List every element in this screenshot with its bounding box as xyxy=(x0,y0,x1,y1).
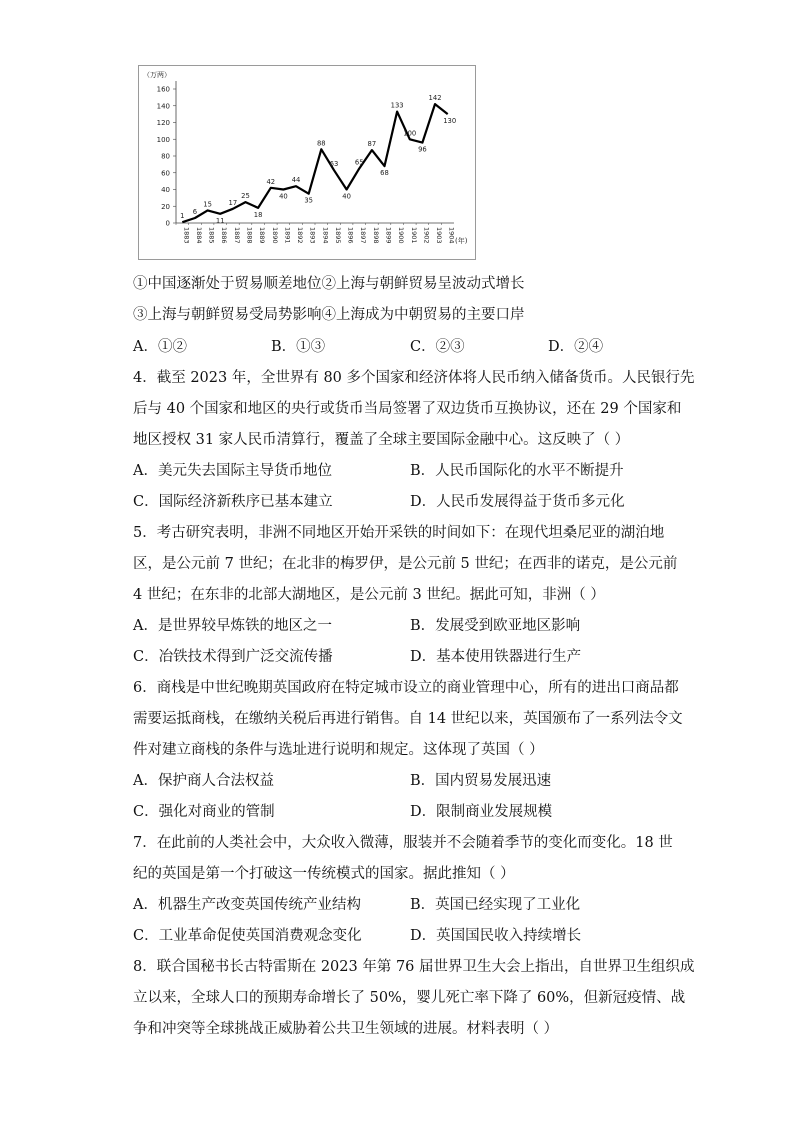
data-label: 100 xyxy=(403,129,417,138)
x-tick-label: 1885 xyxy=(207,227,216,244)
q4-option-a[interactable]: A．美元失去国际主导货币地位 xyxy=(133,463,332,479)
y-unit-label: （万两） xyxy=(143,71,171,79)
y-tick-label: 0 xyxy=(165,219,170,228)
q3-option-a[interactable]: A．①② xyxy=(133,339,187,355)
x-tick-label: 1900 xyxy=(397,227,406,244)
q3-statement-2: ③上海与朝鲜贸易受局势影响④上海成为中朝贸易的主要口岸 xyxy=(133,307,525,323)
y-tick-label: 60 xyxy=(161,169,170,178)
data-label: 44 xyxy=(291,176,301,185)
q4-stem-line-2: 后与 40 个国家和地区的央行或货币当局签署了双边货币互换协议，还在 29 个国家和 xyxy=(133,401,682,417)
data-label: 40 xyxy=(279,192,288,201)
data-label: 6 xyxy=(192,207,198,216)
q6-option-d[interactable]: D．限制商业发展规模 xyxy=(410,804,553,820)
q7-option-a[interactable]: A．机器生产改变英国传统产业结构 xyxy=(133,897,361,913)
y-tick-label: 100 xyxy=(156,135,170,144)
y-tick-label: 120 xyxy=(156,119,170,127)
q5-option-a[interactable]: A．是世界较早炼铁的地区之一 xyxy=(133,618,332,634)
x-tick-label: 1889 xyxy=(258,227,267,244)
chart-svg xyxy=(139,66,475,259)
q5-stem-line-1: 5．考古研究表明，非洲不同地区开始开采铁的时间如下：在现代坦桑尼亚的湖泊地 xyxy=(133,525,665,541)
data-label: 142 xyxy=(428,94,442,103)
x-unit-label: (年) xyxy=(455,237,468,245)
x-tick-label: 1897 xyxy=(359,227,368,244)
x-tick-label: 1904 xyxy=(447,227,456,244)
q4-option-c[interactable]: C．国际经济新秩序已基本建立 xyxy=(133,494,333,510)
q7-option-c[interactable]: C．工业革命促使英国消费观念变化 xyxy=(133,928,362,944)
q6-stem-line-1: 6．商栈是中世纪晚期英国政府在特定城市设立的商业管理中心，所有的进出口商品都 xyxy=(133,680,679,696)
x-tick-label: 1899 xyxy=(384,227,393,244)
q3-statement-1: ①中国逐渐处于贸易顺差地位②上海与朝鲜贸易呈波动式增长 xyxy=(133,276,525,292)
x-tick-label: 1892 xyxy=(296,227,305,244)
y-tick-label: 20 xyxy=(161,202,170,211)
q6-option-c[interactable]: C．强化对商业的管制 xyxy=(133,804,275,820)
q5-option-b[interactable]: B．发展受到欧亚地区影响 xyxy=(410,618,581,634)
data-label: 15 xyxy=(203,200,212,209)
q7-stem-line-1: 7．在此前的人类社会中，大众收入微薄，服装并不会随着季节的变化而变化。18 世 xyxy=(133,835,673,851)
data-label: 63 xyxy=(329,160,339,169)
x-tick-label: 1891 xyxy=(283,227,292,244)
q4-option-b[interactable]: B．人民币国际化的水平不断提升 xyxy=(410,463,624,479)
series-line xyxy=(182,101,447,222)
data-label: 65 xyxy=(354,158,364,167)
x-tick-label: 1890 xyxy=(270,227,279,244)
x-tick-label: 1894 xyxy=(321,227,330,244)
x-tick-label: 1903 xyxy=(435,227,444,244)
data-label: 42 xyxy=(266,177,276,186)
x-tick-label: 1898 xyxy=(371,227,380,244)
y-tick-label: 140 xyxy=(156,102,170,111)
data-label: 68 xyxy=(380,169,389,178)
data-label: 96 xyxy=(418,145,427,154)
x-tick-label: 1895 xyxy=(333,227,342,244)
trade-line-chart xyxy=(138,65,476,260)
x-tick-label: 1884 xyxy=(194,227,203,244)
q3-option-b[interactable]: B．①③ xyxy=(271,339,326,355)
q5-option-d[interactable]: D．基本使用铁器进行生产 xyxy=(410,649,582,665)
data-label: 18 xyxy=(253,210,263,219)
q5-stem-line-2: 区，是公元前 7 世纪；在北非的梅罗伊，是公元前 5 世纪；在西非的诺克，是公元前 xyxy=(133,556,678,572)
q4-stem-line-1: 4．截至 2023 年，全世界有 80 多个国家和经济体将人民币纳入储备货币。人民银行先 xyxy=(133,370,695,386)
q4-option-d[interactable]: D．人民币发展得益于货币多元化 xyxy=(410,494,625,510)
data-label: 11 xyxy=(215,216,225,225)
data-label: 35 xyxy=(304,196,314,205)
q8-stem-line-3: 争和冲突等全球挑战正威胁着公共卫生领域的进展。材料表明（ ） xyxy=(133,1021,559,1037)
y-tick-label: 160 xyxy=(156,85,170,94)
x-tick-label: 1901 xyxy=(409,227,418,244)
x-tick-label: 1896 xyxy=(346,227,355,244)
q4-stem-line-3: 地区授权 31 家人民币清算行，覆盖了全球主要国际金融中心。这反映了（ ） xyxy=(133,432,630,448)
y-tick-label: 40 xyxy=(161,186,170,194)
data-label: 88 xyxy=(316,139,326,148)
data-label: 25 xyxy=(241,192,250,201)
q7-option-d[interactable]: D．英国国民收入持续增长 xyxy=(410,928,582,944)
q6-stem-line-2: 需要运抵商栈，在缴纳关税后再进行销售。自 14 世纪以来，英国颁布了一系列法令文 xyxy=(133,711,683,727)
q5-stem-line-3: 4 世纪；在东非的北部大湖地区，是公元前 3 世纪。据此可知，非洲（ ） xyxy=(133,587,605,603)
data-label: 87 xyxy=(367,140,377,149)
data-label: 1 xyxy=(180,212,185,221)
x-tick-label: 1887 xyxy=(232,227,241,244)
data-label: 17 xyxy=(228,198,238,207)
q8-stem-line-2: 立以来，全球人口的预期寿命增长了 50%，婴儿死亡率下降了 60%，但新冠疫情、战 xyxy=(133,990,686,1006)
y-tick-label: 80 xyxy=(161,152,170,161)
x-tick-label: 1893 xyxy=(308,227,317,244)
q6-stem-line-3: 件对建立商栈的条件与选址进行说明和规定。这体现了英国（ ） xyxy=(133,742,544,758)
x-tick-label: 1902 xyxy=(422,227,431,244)
q7-option-b[interactable]: B．英国已经实现了工业化 xyxy=(410,897,581,913)
q7-stem-line-2: 纪的英国是第一个打破这一传统模式的国家。据此推知（ ） xyxy=(133,866,515,882)
q3-option-d[interactable]: D．②④ xyxy=(548,339,604,355)
x-tick-label: 1886 xyxy=(220,227,229,244)
data-label: 133 xyxy=(390,101,404,110)
data-label: 40 xyxy=(342,192,351,201)
data-label: 130 xyxy=(443,117,457,126)
x-tick-label: 1888 xyxy=(245,227,254,244)
q6-option-b[interactable]: B．国内贸易发展迅速 xyxy=(410,773,552,789)
q5-option-c[interactable]: C．冶铁技术得到广泛交流传播 xyxy=(133,649,333,665)
q8-stem-line-1: 8．联合国秘书长古特雷斯在 2023 年第 76 届世界卫生大会上指出，自世界卫生组织成 xyxy=(133,959,695,975)
q3-option-c[interactable]: C．②③ xyxy=(410,339,465,355)
x-tick-label: 1883 xyxy=(182,227,191,244)
q6-option-a[interactable]: A．保护商人合法权益 xyxy=(133,773,274,789)
